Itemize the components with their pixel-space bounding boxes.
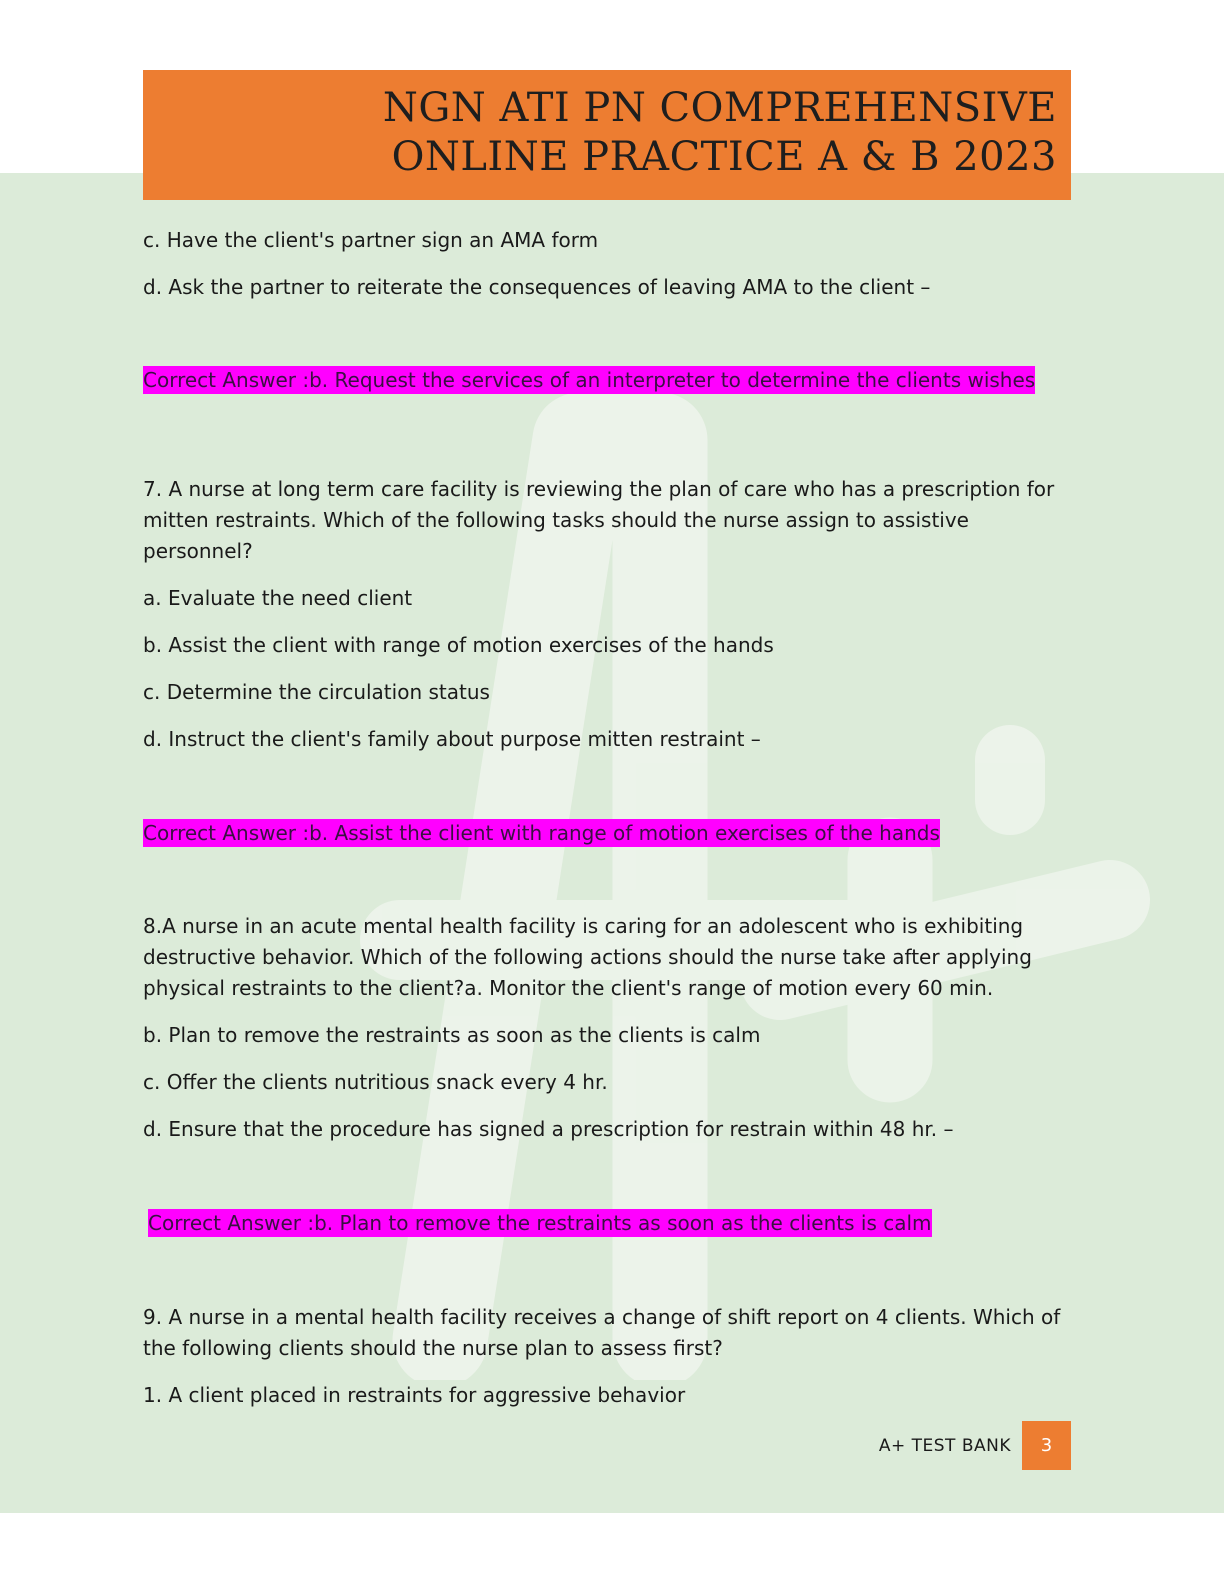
q9-option-1: 1. A client placed in restraints for aggressive behavior — [143, 1383, 686, 1407]
document-body — [143, 225, 1073, 1427]
q6-correct-answer: Correct Answer :b. Request the services of an interpreter to determine the clients wishes — [143, 368, 1036, 392]
q9-question: 9. A nurse in a mental health facility receives a change of shift report on 4 clients. Which of the following clients should the nurse plan to assess first? — [143, 1305, 1061, 1360]
q8-option-b: b. Plan to remove the restraints as soon as the clients is calm — [143, 1023, 761, 1047]
q8-answer-row — [143, 1208, 1073, 1240]
header-title-line-1: NGN ATI PN COMPREHENSIVE — [382, 85, 1057, 131]
q7-question: 7. A nurse at long term care facility is reviewing the plan of care who has a prescription for mitten restraints. Which of the following tasks should the nurse assign to assistive personnel? — [143, 477, 1055, 563]
q7-option-a: a. Evaluate the need client — [143, 586, 413, 610]
q8-correct-answer: Correct Answer :b. Plan to remove the restraints as soon as the clients is calm — [148, 1211, 932, 1235]
footer-brand: A+ TEST BANK — [878, 1436, 1011, 1456]
q7-correct-answer: Correct Answer :b. Assist the client with range of motion exercises of the hands — [143, 821, 940, 845]
q6-option-d: d. Ask the partner to reiterate the consequences of leaving AMA to the client – — [143, 275, 931, 299]
q7-option-b: b. Assist the client with range of motion exercises of the hands — [143, 633, 774, 657]
header-title-line-2: ONLINE PRACTICE A & B 2023 — [391, 134, 1057, 180]
q8-question: 8.A nurse in an acute mental health facility is caring for an adolescent who is exhibiting destructive behavior. Which of the following actions should the nurse take after applying physical restraints to the client?a. Monitor the client's range of motion every 60 min. — [143, 914, 1032, 1000]
q6-option-c: c. Have the client's partner sign an AMA form — [143, 228, 599, 252]
document-header — [143, 70, 1071, 200]
q7-option-c: c. Determine the circulation status — [143, 680, 490, 704]
page-number-badge: 3 — [1022, 1421, 1071, 1470]
q7-answer-row — [143, 818, 1073, 850]
q7-option-d: d. Instruct the client's family about purpose mitten restraint – — [143, 727, 761, 751]
q6-answer-row — [143, 365, 1073, 397]
q8-option-c: c. Offer the clients nutritious snack every 4 hr. — [143, 1070, 608, 1094]
q8-option-d: d. Ensure that the procedure has signed a prescription for restrain within 48 hr. – — [143, 1117, 954, 1141]
